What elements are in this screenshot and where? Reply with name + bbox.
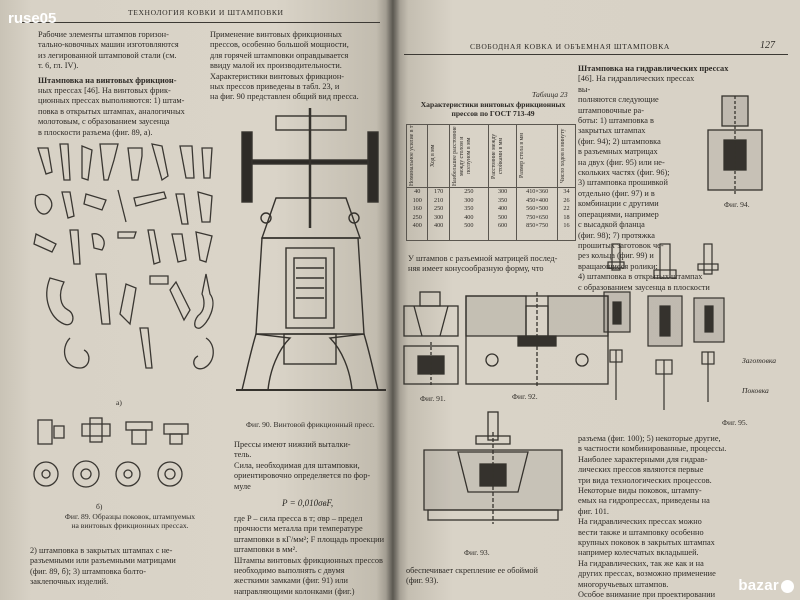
text-line: вести также и штамповку особенно — [578, 527, 704, 537]
text-line: фиг. 101. — [578, 506, 609, 516]
text-line: рез кольца (фиг. 99) и — [578, 251, 654, 261]
fig91-caption: Фиг. 91. — [420, 394, 446, 403]
text-line: на двух (фиг. 95) или не- — [578, 157, 665, 167]
fig89-caption — [40, 512, 220, 531]
fig89a-label: а) — [116, 398, 122, 407]
left-header-rule — [20, 22, 380, 23]
text-line: ных прессов приведены в табл. 23, и — [210, 82, 340, 92]
text-line: Характеристики винтовых фрикцион- — [210, 71, 345, 81]
text-line: для горячей штамповки оправдывается — [210, 50, 349, 60]
text-line: с образованием заусенца в плоскости — [578, 282, 710, 292]
fig93-clamp-ring-die-drawing — [418, 412, 568, 532]
left-col1-text — [38, 30, 236, 138]
text-line: прочности металла при температуре — [234, 524, 363, 534]
text-line: три вида технологических процессов. — [578, 475, 712, 485]
text-line: Применение винтовых фрикционных — [210, 30, 343, 39]
text-line: Особое внимание при проектировании — [578, 590, 716, 600]
left-running-header: ТЕХНОЛОГИЯ КОВКИ И ШТАМПОВКИ — [128, 8, 284, 17]
section-heading: Штамповка на винтовых фрикцион- — [38, 75, 177, 85]
text-line: ввиду малой их производительности. — [210, 61, 342, 71]
fig93-caption: Фиг. 93. — [464, 548, 490, 557]
text-line: 3) штамповка прошивкой — [578, 178, 668, 188]
text-line: других прессах, возможно применение — [578, 569, 716, 579]
right-bottom-text — [578, 434, 790, 600]
caption-line: Фиг. 89. Образцы поковок, штампуемых — [64, 512, 196, 521]
text-line: (фиг. 93). — [406, 576, 439, 586]
table-header-cell: Размер стола в мм — [517, 125, 558, 188]
table-label: Таблица 23 — [532, 90, 568, 99]
table-header-cell: Ход в мм — [428, 125, 449, 188]
fig95-split-die-sequence-drawing — [604, 240, 724, 420]
right-running-header: СВОБОДНАЯ КОВКА И ОБЪЕМНАЯ ШТАМПОВКА — [470, 42, 670, 51]
watermark-text: ruse05 — [8, 10, 57, 27]
table-header-cell: Наибольшее расстояние между столом и ползуном в мм — [449, 125, 488, 188]
text-line: например колесчатых вкладышей. — [578, 548, 699, 558]
fig94-closed-die-drawing — [704, 96, 768, 196]
text-line: Некоторые виды поковок, штампу- — [578, 486, 702, 496]
text-line: заклепочных изделий. — [30, 577, 109, 587]
left-col2-bottom-text — [234, 440, 390, 597]
table-cell: 250 300 350 400 500 — [449, 188, 488, 241]
text-line: закрытых штампах — [578, 126, 646, 136]
text-line: комбинации с другими — [578, 199, 659, 209]
text-line: направляющими колонками (фиг.) — [234, 586, 355, 596]
text-line: Штампы винтовых фрикционных прессов — [234, 555, 383, 565]
text-line: необходимо выполнять с двумя — [234, 566, 345, 576]
page-number: 127 — [760, 40, 775, 51]
text-line: операциями, например — [578, 209, 659, 219]
text-line: (фиг. 89, б); 3) штамповка болто- — [30, 566, 147, 576]
text-line: прошитых заготовок че- — [578, 240, 664, 250]
text-line: где P – сила пресса в т; σвр – предел — [234, 514, 363, 524]
text-line: [46]. На гидравлических прессах вы- — [578, 74, 695, 94]
book-gutter-shadow — [386, 0, 400, 600]
fig95-caption: Фиг. 95. — [722, 418, 748, 427]
text-line: 4) штамповка в открытых штампах — [578, 272, 703, 282]
logo-dot-icon — [781, 580, 794, 593]
logo-text: bazar — [738, 577, 779, 594]
text-line: (фиг. 94); 2) штамповка — [578, 136, 661, 146]
text-line: Рабочие элементы штампов горизон- — [38, 30, 169, 39]
table-cell: 300 350 400 500 600 — [488, 188, 517, 241]
text-line: тель. — [234, 450, 252, 460]
text-line: обеспечивает скрепление ее обоймой — [406, 566, 538, 575]
text-line: в разъемных матрицах — [578, 147, 658, 157]
table-header-cell: Число ходов в минуту — [557, 125, 575, 188]
text-line: Наиболее характерными для гидрав- — [578, 454, 708, 464]
fig90-friction-press-drawing — [236, 108, 386, 404]
fig90-caption: Фиг. 90. Винтовой фрикционный пресс. — [246, 420, 375, 429]
table-title-line: Характеристики винтовых фрикционных — [420, 100, 566, 109]
table-cell: 410×360 450×400 560×500 750×650 850×750 — [517, 188, 558, 241]
text-line: жесткими замками (фиг. 91) или — [234, 576, 348, 586]
left-col2-text — [210, 30, 390, 103]
text-line: из легированной штамповой стали (см. — [38, 50, 177, 60]
side-label-blank: Заготовка — [742, 356, 777, 365]
text-line: боты: 1) штамповка в — [578, 116, 654, 126]
text-line: тально-ковочных машин изготовляются — [38, 40, 179, 50]
text-line: ных прессах [46]. На винтовых фрик- — [38, 86, 171, 96]
text-line: многоручьевых штампов. — [578, 579, 669, 589]
table-row — [407, 188, 576, 241]
text-line: штамповки в мм². — [234, 545, 298, 555]
text-line: повка в открытых штампах, аналогичных — [38, 106, 185, 116]
table-header-row — [407, 125, 576, 188]
table-title-line: прессов по ГОСТ 713-49 — [451, 109, 535, 119]
left-page — [0, 0, 392, 600]
section-heading: Штамповка на гидравлических прессах — [578, 64, 729, 73]
text-line: Прессы имеют нижний выталки- — [234, 440, 351, 449]
fig92-caption: Фиг. 92. — [512, 392, 538, 401]
text-line: разъема (фиг. 100); 5) некоторые другие, — [578, 434, 721, 443]
text-line: емых на гидропрессах, приведены на — [578, 496, 710, 506]
table-header-cell: Номинальное усилие в т — [407, 125, 428, 188]
fig89a-forgings-drawing — [30, 138, 230, 398]
text-line: (фиг. 98); 7) протяжка — [578, 230, 655, 240]
right-header-rule — [404, 54, 788, 55]
text-line: муле — [234, 481, 251, 491]
table-title — [408, 100, 578, 119]
text-line: вращающиеся ролики; — [578, 261, 658, 271]
fig92-die-section-drawing — [462, 292, 612, 388]
text-line: прессов, особенно большой мощности, — [210, 40, 349, 50]
text-line: крупных поковок в закрытых штампах — [578, 538, 715, 548]
right-page — [392, 0, 800, 600]
text-line: На гидравлических прессах можно — [578, 517, 702, 527]
fig94-caption: Фиг. 94. — [724, 200, 750, 209]
brand-logo — [738, 577, 794, 594]
table-cell: 170 210 250 300 400 — [428, 188, 449, 241]
text-line: 2) штамповка в закрытых штампах с не- — [30, 546, 173, 555]
text-line: на фиг. 90 представлен общий вид пресса. — [210, 92, 359, 102]
fig89b-closed-die-forgings — [32, 412, 192, 502]
text-line: няя имеет конусообразную форму, что — [408, 264, 544, 274]
right-bottom-left-text — [406, 566, 586, 587]
text-line: молотовым, с образованием заусенца — [38, 117, 170, 127]
text-line: На гидравлических, так же как и на — [578, 558, 704, 568]
text-line: в частности комбинированные, процессы. — [578, 444, 727, 454]
text-line: скольких частях (фиг. 96); — [578, 168, 670, 178]
fig89b-label: б) — [96, 502, 103, 511]
left-col1-bottom-text — [30, 546, 226, 588]
text-line: полняются следующие штамповочные ра- — [578, 95, 659, 115]
text-line: ционных прессах выполняются: 1) штам- — [38, 96, 185, 106]
caption-line: на винтовых фрикционных прессах. — [71, 521, 189, 531]
table-cell: 40 100 160 250 400 — [407, 188, 428, 241]
press-characteristics-table — [406, 124, 576, 241]
text-line: У штампов с разъемной матрицей послед- — [408, 254, 558, 263]
table-cell: 34 26 22 18 16 — [557, 188, 575, 241]
text-line: отдельно (фиг. 97) и в — [578, 188, 655, 198]
text-line: лических прессов являются первые — [578, 465, 704, 475]
text-line: в плоскости разъема (фиг. 89, а). — [38, 127, 153, 137]
text-line: Сила, необходимая для штамповки, — [234, 460, 360, 470]
text-line: с высадкой фланца — [578, 220, 645, 230]
text-line: ориентировочно определяется по фор- — [234, 471, 371, 481]
fig91-split-die-drawing — [400, 286, 462, 390]
text-line: т. 6, гл. IV). — [38, 61, 79, 71]
text-line: штамповки в кГ/мм²; F площадь проекции — [234, 534, 385, 544]
text-line: разъемными или разъемными матрицами — [30, 556, 176, 566]
right-para1 — [408, 254, 588, 275]
table-header-cell: Расстояние между стойками в мм — [488, 125, 517, 188]
force-formula: P = 0,010σвF, — [282, 498, 334, 509]
side-label-forging: Поковка — [742, 386, 769, 395]
